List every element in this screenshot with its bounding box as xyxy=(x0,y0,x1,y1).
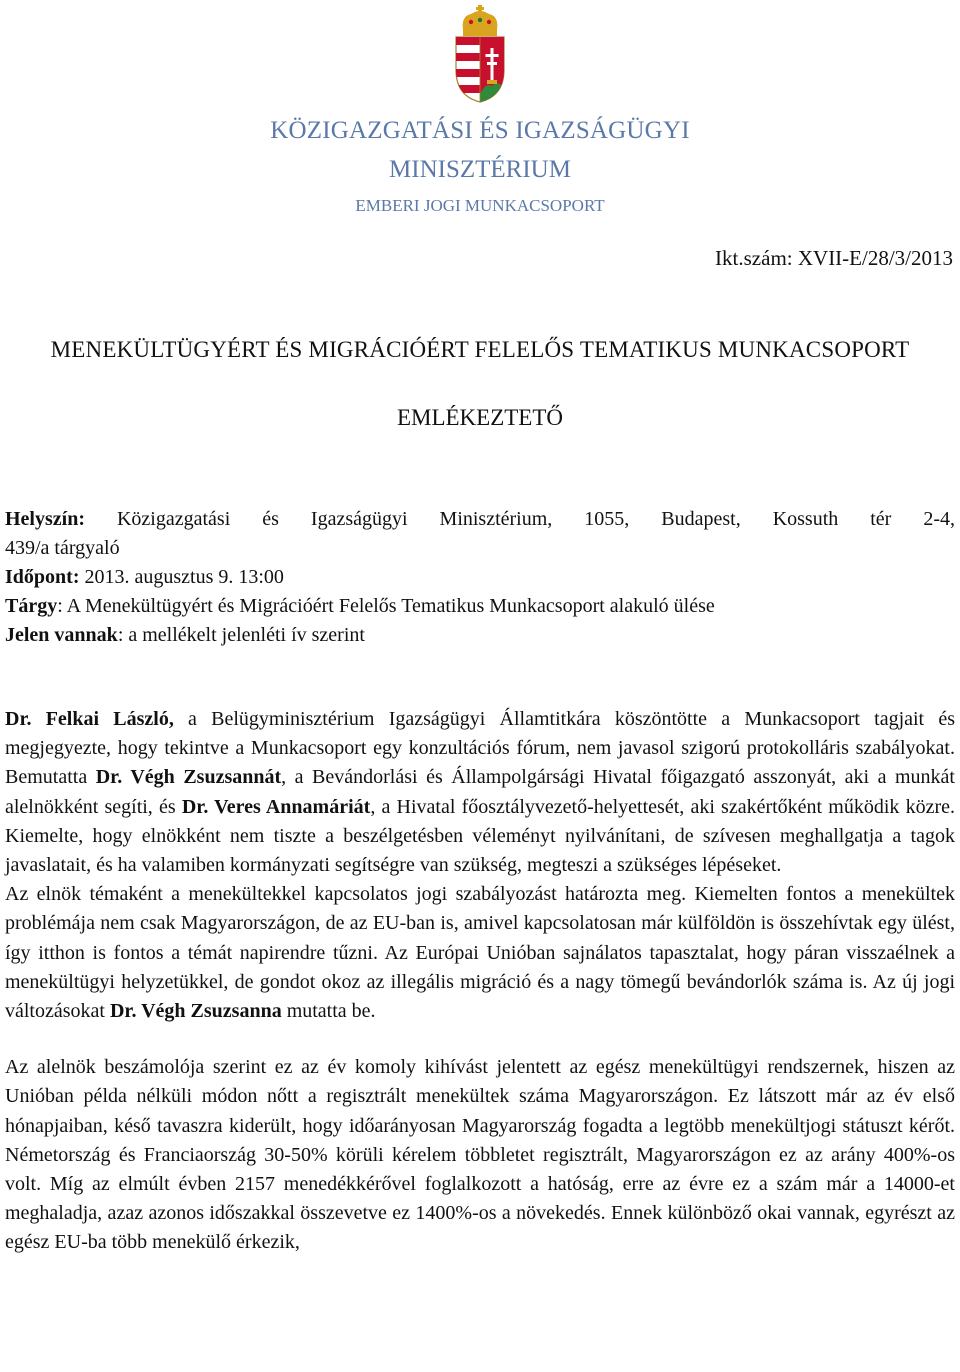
location-label: Helyszín: xyxy=(5,508,85,530)
subject-value: : A Menekültügyért és Migrációért Felelős Tematikus Munkacsoport alakuló ülése xyxy=(57,595,715,617)
reference-number: Ikt.szám: XVII-E/28/3/2013 xyxy=(715,246,953,270)
present-value: : a mellékelt jelenléti ív szerint xyxy=(117,624,365,646)
department-name: EMBERI JOGI MUNKACSOPORT xyxy=(355,196,605,215)
paragraph-3: Az alelnök beszámolója szerint ez az év komoly kihívást jelentett az egész menekültügyi rendszernek, hiszen az Unióban példa nélküli módon nőtt a regisztrált menekültek száma Magyarországon. Ez látszott már az év első hónapjaiban, késő tavaszra kiderült, hogy időarányosan Magyarország fogadta a legtöbb menekültjogi státuszt kérőt. Németország és Franciaország 30-50% körüli kérelem többletet regisztrált, Magyarországon ez az arány 400%-os volt. Míg az elmúlt évben 2157 menedékkérővel foglalkozott a hatóság, erre az évre ez a szám már a 14000-et meghaladja, azaz azonos időszakkal összevetve ez 1400%-os a növekedés. Ennek különböző okai vannak, egyrészt az egész EU-ba több menekülő érkezik, xyxy=(5,1056,955,1254)
time-line xyxy=(5,563,955,592)
paragraph-text: , a Bevándorlási és Állampolgársági Hivatal főigazgató asszonyát, aki a munkát alelnökként segíti, és xyxy=(5,766,955,818)
location-line xyxy=(5,505,955,534)
meeting-details xyxy=(5,505,955,650)
paragraph-text: a Belügyminisztérium Igazságügyi Államtitkára köszöntötte a Munkacsoport tagjait és megjegyezte, hogy tekintve a Munkacsoport egy konzultációs fórum, nem javasol szigorú protokolláris szabályokat. Bemutatta xyxy=(5,708,956,789)
hungarian-coat-of-arms-icon xyxy=(447,4,513,104)
present-line xyxy=(5,621,955,650)
person-name: Dr. Végh Zsuzsanna xyxy=(109,1000,282,1023)
memo-body xyxy=(5,705,955,1258)
person-name: Dr. Végh Zsuzsannát xyxy=(95,766,282,789)
subject-line xyxy=(5,592,955,621)
memo-title: EMLÉKEZTETŐ xyxy=(396,405,564,430)
paragraph-2 xyxy=(5,880,955,1026)
location-line-cont: 439/a tárgyaló xyxy=(5,537,120,559)
ministry-name-line1: KÖZIGAZGATÁSI ÉS IGAZSÁGÜGYI xyxy=(270,117,690,144)
ministry-name-line2: MINISZTÉRIUM xyxy=(389,156,571,183)
paragraph-text: Az elnök témaként a menekültekkel kapcsolatos jogi szabályozást határozta meg. Kiemelten fontos a menekültek problémája nem csak Magyarországon, de az EU-ban is, amivel kapcsolatosan már külföldön is összehívtak egy ülést, így itthon is fontos a témát napirendre tűzni. Az Európai Unióban sajnálatos tapasztalat, hogy páran visszaélnek a menekültügyi helyzetükkel, de gondot okoz az illegális migráció és a nagy tömegű bevándorlók száma is. Az új jogi változásokat xyxy=(5,883,955,1023)
time-value: 2013. augusztus 9. 13:00 xyxy=(79,566,284,588)
paragraph-text: mutatta be. xyxy=(281,1000,376,1023)
working-group-title: MENEKÜLTÜGYÉRT ÉS MIGRÁCIÓÉRT FELELŐS TEMATIKUS MUNKACSOPORT xyxy=(50,337,910,362)
person-name: Dr. Veres Annamáriát xyxy=(181,795,371,818)
paragraph-1 xyxy=(5,705,955,880)
person-name: Dr. Felkai László, xyxy=(5,708,174,730)
location-value: Közigazgatási és Igazságügyi Minisztérium, 1055, Budapest, Kossuth tér 2-4, xyxy=(85,508,955,530)
present-label: Jelen vannak xyxy=(5,624,118,646)
time-label: Időpont: xyxy=(5,566,80,588)
subject-label: Tárgy xyxy=(5,595,58,617)
paragraph-text: , a Hivatal főosztályvezető-helyettesét, aki szakértőként működik közre. Kiemelte, hogy elnökként nem tiszte a beszélgetésben véleményt nyilvánítani, de szívesen meghallgatja a tagok javaslatait, és ha valamiben kormányzati segítségre van szükség, megteszi a szükséges lépéseket. xyxy=(5,795,955,877)
